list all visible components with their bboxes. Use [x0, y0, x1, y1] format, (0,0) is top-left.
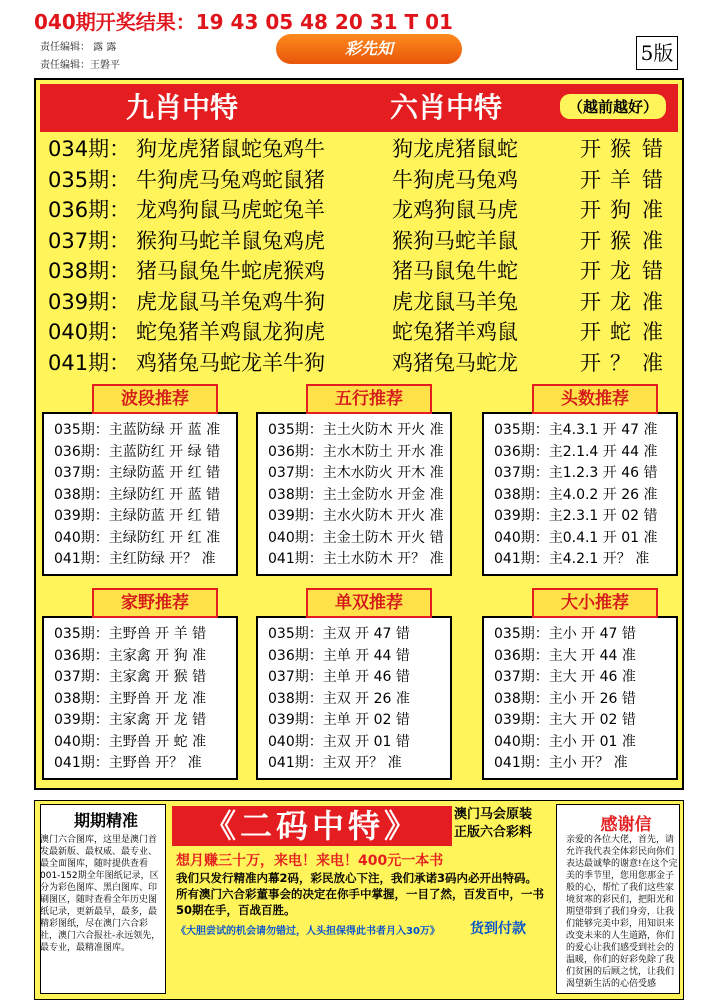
prediction-period: 038期：	[48, 259, 131, 283]
ad-side-text	[454, 806, 532, 842]
section-title: 波段推荐	[92, 384, 218, 414]
section-row: 040期：主双 开 01 错	[268, 733, 410, 750]
prediction-open: 开	[580, 228, 601, 253]
prediction-period: 037期：	[48, 228, 131, 253]
prediction-nine: 猪马鼠兔牛蛇虎猴鸡	[136, 259, 325, 283]
section-box	[482, 412, 678, 576]
prediction-result: 错	[642, 137, 663, 161]
section-row: 040期：主0.4.1 开 01 准	[494, 529, 658, 546]
prediction-period: 034期：	[48, 137, 131, 161]
section-row: 041期：主4.2.1 开？ 准	[494, 551, 650, 567]
prediction-animal: 蛇	[610, 320, 631, 344]
prediction-open: 开	[580, 289, 601, 314]
footer-left-body: 澳门六合图库，这里是澳门首发最新版、最权威、最专业、最全面图库，随时提供查看001-152期全年图纸记录，区分为彩色图库、黑白图库、印刷图区，随时查看全年历史图纸记录，更新最早，最多，最精彩图纸，尽在澳门六合彩社，澳门六合报社-永远领先，最专业，最精准图库。	[40, 835, 161, 953]
prediction-nine: 鸡猪兔马蛇龙羊牛狗	[136, 350, 325, 375]
prediction-row	[48, 256, 678, 286]
section-row: 037期：主绿防蓝 开 红 错	[54, 465, 221, 481]
section-row: 036期：主2.1.4 开 44 准	[494, 443, 658, 460]
section-row: 038期：主小 开 26 错	[494, 690, 636, 707]
section-row: 036期：主蓝防红 开 绿 错	[54, 443, 221, 460]
section-row: 041期：主野兽 开？ 准	[54, 755, 202, 771]
section-row: 036期：主大 开 44 准	[494, 647, 636, 664]
section-row: 037期：主家禽 开 猴 错	[54, 669, 207, 685]
prediction-animal: 狗	[610, 198, 631, 222]
prediction-result: 错	[642, 259, 663, 283]
editor-line-2: 责任编辑：王磐平	[40, 60, 120, 71]
prediction-period: 040期：	[48, 320, 131, 344]
prediction-banner	[40, 84, 678, 132]
section-row: 039期：主家禽 开 龙 错	[54, 712, 207, 728]
prediction-six: 猪马鼠兔牛蛇	[392, 259, 518, 283]
section-row: 038期：主双 开 26 准	[268, 690, 410, 707]
prediction-result: 准	[642, 289, 663, 314]
section-row: 041期：主小 开？ 准	[494, 755, 628, 771]
banner-six-title: 六肖中特	[390, 91, 503, 124]
section-row: 035期：主土火防木 开火 准	[268, 422, 444, 438]
section-row: 040期：主野兽 开 蛇 准	[54, 733, 207, 750]
section-box	[42, 616, 238, 780]
footer-left-title: 期期精准	[73, 811, 138, 830]
section-row: 038期：主土金防水 开金 准	[268, 486, 444, 503]
draw-result-title: 040期开奖结果：19 43 05 48 20 31 T 01	[34, 10, 453, 34]
prediction-row	[48, 226, 678, 256]
prediction-animal: ？	[610, 350, 631, 375]
prediction-result: 准	[642, 320, 663, 344]
prediction-period: 041期：	[48, 350, 131, 375]
ad-bottom-note: 《大胆尝试的机会请勿错过，人头担保得此书者月入30万》	[176, 926, 440, 937]
prediction-animal: 猴	[610, 228, 631, 253]
section-title: 家野推荐	[92, 588, 218, 618]
prediction-open: 开	[580, 137, 601, 161]
thanks-body: 亲爱的各位大佬，首先，请允许我代表全体彩民向你们表达最诚挚的谢意!在这个完美的季节里，您用您那金子般的心，帮忙了我们这些家境贫寒的彩民们，把阳光和期望带到了我们身旁，让我们能够完美中彩，用知识来改变未来的人生道路，你们的爱心让我们感受到社会的温暖，你们的好彩免除了我们贫困的后顾之忧，让我们渴望新生活的心倍受感	[566, 835, 678, 989]
prediction-nine: 狗龙虎猪鼠蛇兔鸡牛	[136, 137, 325, 161]
prediction-row	[48, 348, 678, 378]
section-row: 040期：主绿防红 开 红 准	[54, 529, 221, 546]
prediction-nine: 蛇兔猪羊鸡鼠龙狗虎	[136, 320, 325, 344]
prediction-result: 错	[642, 167, 663, 192]
prediction-six: 蛇兔猪羊鸡鼠	[392, 320, 518, 344]
prediction-result: 准	[642, 228, 663, 253]
section-row: 037期：主木水防火 开木 准	[268, 465, 444, 481]
section-row: 037期：主大 开 46 准	[494, 669, 636, 685]
brand-logo: 彩先知	[276, 34, 462, 64]
section-box	[482, 616, 678, 780]
section-title: 头数推荐	[532, 384, 658, 414]
section-row: 039期：主大 开 02 错	[494, 712, 636, 728]
prediction-row	[48, 134, 678, 164]
prediction-row	[48, 165, 678, 195]
prediction-nine: 猴狗马蛇羊鼠兔鸡虎	[136, 228, 325, 253]
prediction-animal: 龙	[610, 289, 631, 314]
section-row: 039期：主水火防木 开火 准	[268, 508, 444, 524]
section-title: 大小推荐	[532, 588, 658, 618]
section-row: 041期：主双 开？ 准	[268, 755, 402, 771]
prediction-nine: 龙鸡狗鼠马虎蛇兔羊	[136, 198, 325, 222]
prediction-period: 035期：	[48, 167, 131, 192]
section-row: 035期：主双 开 47 错	[268, 626, 410, 642]
ad-side-line-2: 正版六合彩料	[454, 825, 533, 840]
prediction-open: 开	[580, 320, 601, 344]
section-row: 037期：主单 开 46 错	[268, 669, 410, 685]
section-row: 039期：主单 开 02 错	[268, 712, 410, 728]
prediction-result: 准	[642, 350, 663, 375]
prediction-result: 准	[642, 198, 663, 222]
section-title: 五行推荐	[306, 384, 432, 414]
section-row: 039期：主绿防蓝 开 红 错	[54, 508, 221, 524]
section-row: 038期：主绿防红 开 蓝 错	[54, 486, 221, 503]
page-number-badge: 5版	[636, 36, 678, 70]
section-row: 037期：主1.2.3 开 46 错	[494, 465, 658, 481]
prediction-nine: 牛狗虎马兔鸡蛇鼠猪	[136, 167, 325, 192]
prediction-six: 狗龙虎猪鼠蛇	[392, 137, 518, 161]
prediction-nine: 虎龙鼠马羊兔鸡牛狗	[136, 289, 325, 314]
prediction-six: 龙鸡狗鼠马虎	[392, 198, 518, 222]
section-box	[256, 616, 452, 780]
prediction-six: 猴狗马蛇羊鼠	[392, 228, 518, 253]
ad-pay-label: 货到付款	[470, 921, 526, 937]
section-row: 038期：主4.0.2 开 26 准	[494, 486, 658, 503]
section-row: 035期：主小 开 47 错	[494, 626, 636, 642]
section-row: 035期：主4.3.1 开 47 准	[494, 422, 658, 438]
section-box	[256, 412, 452, 576]
section-row: 040期：主金土防木 开火 错	[268, 529, 444, 546]
section-row: 036期：主单 开 44 错	[268, 647, 410, 664]
prediction-animal: 龙	[610, 259, 631, 283]
banner-nine-title: 九肖中特	[126, 91, 239, 124]
section-row: 039期：主2.3.1 开 02 错	[494, 508, 658, 524]
prediction-open: 开	[580, 167, 601, 192]
prediction-six: 鸡猪兔马蛇龙	[392, 350, 518, 375]
prediction-animal: 猴	[610, 137, 631, 161]
section-row: 041期：主红防绿 开？ 准	[54, 551, 216, 567]
prediction-period: 039期：	[48, 289, 131, 314]
prediction-open: 开	[580, 259, 601, 283]
prediction-animal: 羊	[610, 167, 631, 192]
ad-slogan: 想月赚三十万，来电！来电！400元一本书	[176, 853, 444, 869]
prediction-row	[48, 195, 678, 225]
prediction-open: 开	[580, 198, 601, 222]
section-row: 035期：主野兽 开 羊 错	[54, 626, 207, 642]
ad-body: 我们只发行精准内幕2码，彩民放心下注，我们承诺3码内必开出特码。所有澳门六合彩董事会的决定在你手中掌握，一目了然，百发百中，一书50期在手，百战百胜。	[176, 871, 544, 917]
thanks-title: 感谢信	[600, 815, 652, 835]
prediction-open: 开	[580, 350, 601, 375]
prediction-row	[48, 287, 678, 317]
section-title: 单双推荐	[306, 588, 432, 618]
ad-title: 《二码中特》	[172, 806, 452, 846]
prediction-six: 牛狗虎马兔鸡	[392, 167, 518, 192]
section-row: 036期：主家禽 开 狗 准	[54, 647, 207, 664]
banner-note: （越前越好）	[560, 94, 666, 119]
prediction-row	[48, 317, 678, 347]
section-row: 036期：主水木防土 开水 准	[268, 443, 444, 460]
section-box	[42, 412, 238, 576]
prediction-six: 虎龙鼠马羊兔	[392, 289, 518, 314]
editor-line-1: 责任编辑： 露 露	[40, 42, 117, 53]
prediction-period: 036期：	[48, 198, 131, 222]
section-row: 035期：主蓝防绿 开 蓝 准	[54, 422, 221, 438]
section-row: 040期：主小 开 01 准	[494, 733, 636, 750]
section-row: 041期：主土水防木 开？ 准	[268, 551, 444, 567]
section-row: 038期：主野兽 开 龙 准	[54, 690, 207, 707]
ad-side-line-1: 澳门马会原装	[454, 807, 533, 822]
